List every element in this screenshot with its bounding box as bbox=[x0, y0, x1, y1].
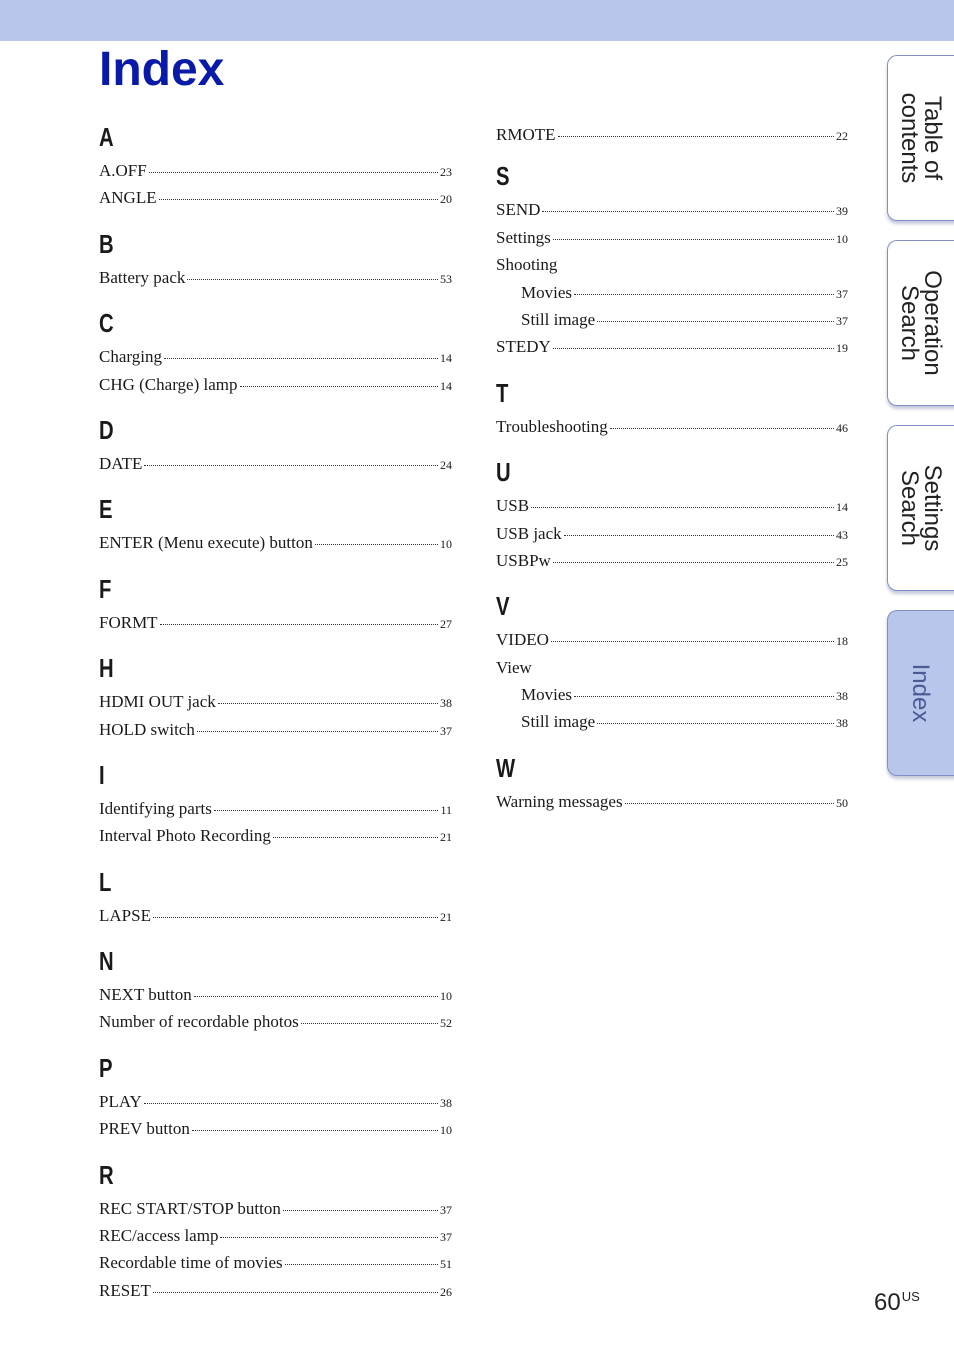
index-section bbox=[496, 750, 848, 815]
index-term: VIDEO bbox=[496, 630, 549, 650]
index-term: USBPw bbox=[496, 550, 551, 570]
dot-leader bbox=[301, 1022, 438, 1024]
index-letter-heading: P bbox=[99, 1052, 113, 1083]
index-term: SEND bbox=[496, 200, 541, 220]
index-section bbox=[99, 1157, 452, 1305]
index-page-number: 37 bbox=[836, 313, 848, 328]
tab-label-line: Index bbox=[907, 663, 935, 723]
index-page-number: 26 bbox=[440, 1284, 452, 1299]
index-page-number: 38 bbox=[440, 1095, 452, 1110]
index-page-number: 14 bbox=[836, 500, 848, 515]
index-section bbox=[496, 158, 848, 360]
index-page-number: 37 bbox=[836, 286, 848, 301]
tab-label bbox=[888, 56, 954, 220]
index-entry[interactable] bbox=[496, 547, 848, 574]
dot-leader bbox=[240, 385, 439, 387]
index-term: NEXT button bbox=[99, 985, 192, 1005]
index-entry[interactable] bbox=[99, 371, 452, 398]
index-section bbox=[99, 119, 452, 212]
dot-leader bbox=[164, 357, 438, 359]
tab-label bbox=[888, 611, 954, 775]
dot-leader bbox=[144, 464, 438, 466]
tab-table-of-contents[interactable] bbox=[887, 55, 954, 221]
dot-leader bbox=[597, 722, 834, 724]
index-term: Movies bbox=[521, 282, 572, 302]
dot-leader bbox=[625, 802, 834, 804]
index-term: RMOTE bbox=[496, 125, 556, 144]
tab-label-line: Operation bbox=[919, 270, 946, 376]
index-page-number: 38 bbox=[440, 696, 452, 711]
index-section bbox=[99, 650, 452, 743]
index-term: Shooting bbox=[496, 255, 558, 275]
index-column-left bbox=[99, 119, 452, 1304]
index-term: REC START/STOP button bbox=[99, 1198, 281, 1218]
index-entry[interactable] bbox=[99, 795, 452, 822]
index-section bbox=[496, 588, 848, 736]
index-letter-heading: F bbox=[99, 573, 112, 604]
index-term: STEDY bbox=[496, 337, 551, 357]
index-section bbox=[99, 226, 452, 291]
dot-leader bbox=[553, 238, 834, 240]
index-page-number: 10 bbox=[440, 989, 452, 1004]
dot-leader bbox=[160, 623, 438, 625]
index-page-number: 53 bbox=[440, 271, 452, 286]
index-entry[interactable] bbox=[99, 529, 452, 556]
index-entry[interactable] bbox=[496, 413, 848, 440]
page-title: Index bbox=[99, 43, 225, 96]
index-entry[interactable] bbox=[99, 157, 452, 184]
index-entry[interactable] bbox=[496, 626, 848, 653]
index-page-number: 19 bbox=[836, 341, 848, 356]
index-letter-heading: T bbox=[496, 377, 509, 408]
index-letter-heading: H bbox=[99, 653, 114, 684]
index-entry[interactable] bbox=[99, 609, 452, 636]
index-letter-heading: E bbox=[99, 494, 113, 525]
index-page-number: 10 bbox=[440, 537, 452, 552]
index-letter-heading: R bbox=[99, 1159, 114, 1190]
tab-label-line: Settings bbox=[919, 464, 946, 552]
index-page-number: 14 bbox=[440, 378, 452, 393]
tab-label-line: contents bbox=[896, 92, 923, 184]
header-band bbox=[0, 0, 954, 41]
tab-settings-search[interactable] bbox=[887, 425, 954, 591]
dot-leader bbox=[574, 695, 834, 697]
dot-leader bbox=[315, 543, 438, 545]
index-section bbox=[99, 305, 452, 398]
dot-leader bbox=[283, 1209, 438, 1211]
index-term: Battery pack bbox=[99, 267, 186, 287]
tab-label bbox=[888, 241, 954, 405]
index-entry[interactable] bbox=[99, 1115, 452, 1142]
index-section bbox=[496, 454, 848, 574]
index-section bbox=[99, 864, 452, 929]
tab-label-line: Table of bbox=[919, 95, 946, 181]
dot-leader bbox=[214, 809, 439, 811]
dot-leader bbox=[192, 1129, 438, 1131]
dot-leader bbox=[564, 534, 834, 536]
index-term: ENTER (Menu execute) button bbox=[99, 533, 313, 553]
index-term: RESET bbox=[99, 1280, 151, 1300]
index-term: A.OFF bbox=[99, 161, 147, 180]
index-page-number: 38 bbox=[836, 689, 848, 704]
index-term: Identifying parts bbox=[99, 798, 212, 818]
index-page-number: 38 bbox=[836, 716, 848, 731]
index-section bbox=[99, 757, 452, 850]
index-page-number: 24 bbox=[440, 457, 452, 472]
index-page-number: 18 bbox=[836, 634, 848, 649]
dot-leader bbox=[197, 730, 438, 732]
index-entry[interactable] bbox=[99, 184, 452, 211]
index-term: USB jack bbox=[496, 523, 562, 543]
dot-leader bbox=[574, 293, 834, 295]
index-subentry[interactable] bbox=[496, 279, 848, 306]
index-page-number: 43 bbox=[836, 527, 848, 542]
index-term: CHG (Charge) lamp bbox=[99, 374, 238, 394]
dot-leader bbox=[558, 135, 835, 137]
page-number-suffix: US bbox=[901, 1289, 920, 1304]
index-page-number: 51 bbox=[440, 1257, 452, 1272]
tab-index[interactable] bbox=[887, 610, 954, 776]
index-entry[interactable] bbox=[99, 688, 452, 715]
index-entry[interactable] bbox=[496, 224, 848, 251]
dot-leader bbox=[597, 320, 834, 322]
index-section bbox=[99, 491, 452, 556]
index-term: FORMT bbox=[99, 612, 158, 632]
page-number bbox=[874, 1289, 920, 1317]
index-page-number: 23 bbox=[440, 165, 452, 179]
index-section bbox=[99, 943, 452, 1036]
dot-leader bbox=[220, 1236, 438, 1238]
dot-leader bbox=[149, 171, 438, 173]
index-page-number: 25 bbox=[836, 554, 848, 569]
dot-leader bbox=[194, 995, 438, 997]
dot-leader bbox=[610, 427, 834, 429]
index-entry[interactable] bbox=[99, 264, 452, 291]
index-entry[interactable] bbox=[496, 788, 848, 815]
index-section bbox=[99, 1050, 452, 1143]
index-letter-heading: I bbox=[99, 759, 105, 790]
index-entry[interactable] bbox=[99, 450, 452, 477]
index-term: PLAY bbox=[99, 1091, 142, 1111]
index-term: ANGLE bbox=[99, 188, 157, 208]
index-page-number: 37 bbox=[440, 1202, 452, 1217]
index-page-number: 21 bbox=[440, 909, 452, 924]
index-entry[interactable] bbox=[496, 196, 848, 223]
index-letter-heading: S bbox=[496, 161, 510, 192]
index-page-number: 20 bbox=[440, 192, 452, 207]
index-page-number: 52 bbox=[440, 1016, 452, 1031]
index-term: Still image bbox=[521, 309, 596, 329]
index-page-number: 10 bbox=[440, 1123, 452, 1138]
index-page-number: 14 bbox=[440, 351, 452, 366]
index-page-number: 21 bbox=[440, 830, 452, 845]
index-term: View bbox=[496, 657, 532, 677]
dot-leader bbox=[187, 278, 438, 280]
index-page-number: 39 bbox=[836, 204, 848, 219]
index-entry[interactable] bbox=[99, 1008, 452, 1035]
dot-leader bbox=[531, 506, 834, 508]
index-entry[interactable] bbox=[496, 520, 848, 547]
index-entry[interactable] bbox=[99, 981, 452, 1008]
index-letter-heading: W bbox=[496, 752, 516, 783]
index-term: Number of recordable photos bbox=[99, 1012, 299, 1032]
index-term: REC/access lamp bbox=[99, 1226, 219, 1246]
index-section bbox=[99, 571, 452, 636]
index-term: DATE bbox=[99, 453, 143, 473]
index-page-number: 11 bbox=[440, 802, 452, 817]
index-term: Recordable time of movies bbox=[99, 1253, 283, 1273]
index-page-number: 27 bbox=[440, 616, 452, 631]
dot-leader bbox=[144, 1102, 438, 1104]
index-letter-heading: L bbox=[99, 866, 112, 897]
index-page-number: 10 bbox=[836, 231, 848, 246]
index-letter-heading: N bbox=[99, 946, 114, 977]
index-letter-heading: D bbox=[99, 414, 114, 445]
index-letter-heading: A bbox=[99, 122, 114, 152]
dot-leader bbox=[542, 210, 834, 212]
index-term: Troubleshooting bbox=[496, 416, 608, 436]
index-term: Settings bbox=[496, 227, 551, 247]
dot-leader bbox=[553, 347, 834, 349]
index-entry[interactable] bbox=[99, 1277, 452, 1304]
index-term: LAPSE bbox=[99, 905, 151, 925]
index-entry[interactable] bbox=[496, 654, 848, 681]
index-column-right bbox=[496, 119, 848, 815]
index-entry[interactable] bbox=[99, 822, 452, 849]
index-entry[interactable] bbox=[99, 1088, 452, 1115]
index-entry[interactable] bbox=[496, 251, 848, 278]
dot-leader bbox=[285, 1263, 438, 1265]
index-entry[interactable] bbox=[99, 343, 452, 370]
index-term: Interval Photo Recording bbox=[99, 826, 271, 846]
index-term: Still image bbox=[521, 712, 596, 732]
index-subentry[interactable] bbox=[496, 708, 848, 735]
index-letter-heading: C bbox=[99, 308, 114, 339]
index-section bbox=[99, 412, 452, 477]
index-term: HOLD switch bbox=[99, 719, 195, 739]
index-entry[interactable] bbox=[99, 1195, 452, 1222]
index-entry[interactable] bbox=[99, 1249, 452, 1276]
index-subentry[interactable] bbox=[496, 681, 848, 708]
index-term: HDMI OUT jack bbox=[99, 692, 216, 712]
page-number-value: 60 bbox=[874, 1289, 901, 1316]
index-entry[interactable] bbox=[496, 492, 848, 519]
tab-label-line: Search bbox=[896, 469, 923, 547]
tab-operation-search[interactable] bbox=[887, 240, 954, 406]
index-page-number: 22 bbox=[836, 129, 848, 143]
index-letter-heading: U bbox=[496, 457, 511, 488]
index-letter-heading: B bbox=[99, 228, 114, 259]
index-page-number: 37 bbox=[440, 1230, 452, 1245]
dot-leader bbox=[551, 640, 834, 642]
index-term: USB bbox=[496, 496, 530, 516]
index-page-number: 50 bbox=[836, 795, 848, 810]
index-term: Charging bbox=[99, 347, 162, 367]
tab-label bbox=[888, 426, 954, 590]
dot-leader bbox=[153, 916, 438, 918]
index-subentry[interactable] bbox=[496, 306, 848, 333]
dot-leader bbox=[153, 1291, 438, 1293]
tab-label-line: Search bbox=[896, 284, 923, 362]
index-page-number: 46 bbox=[836, 420, 848, 435]
index-entry[interactable] bbox=[496, 121, 848, 148]
index-section bbox=[496, 375, 848, 440]
index-term: Movies bbox=[521, 685, 572, 705]
dot-leader bbox=[218, 702, 438, 704]
index-page-number: 37 bbox=[440, 723, 452, 738]
index-entry[interactable] bbox=[496, 333, 848, 360]
index-letter-heading: V bbox=[496, 591, 510, 622]
index-entry[interactable] bbox=[99, 716, 452, 743]
dot-leader bbox=[273, 836, 438, 838]
dot-leader bbox=[159, 198, 438, 200]
index-entry[interactable] bbox=[99, 902, 452, 929]
index-entry[interactable] bbox=[99, 1222, 452, 1249]
index-term: PREV button bbox=[99, 1119, 190, 1139]
dot-leader bbox=[553, 561, 834, 563]
index-term: Warning messages bbox=[496, 791, 623, 811]
